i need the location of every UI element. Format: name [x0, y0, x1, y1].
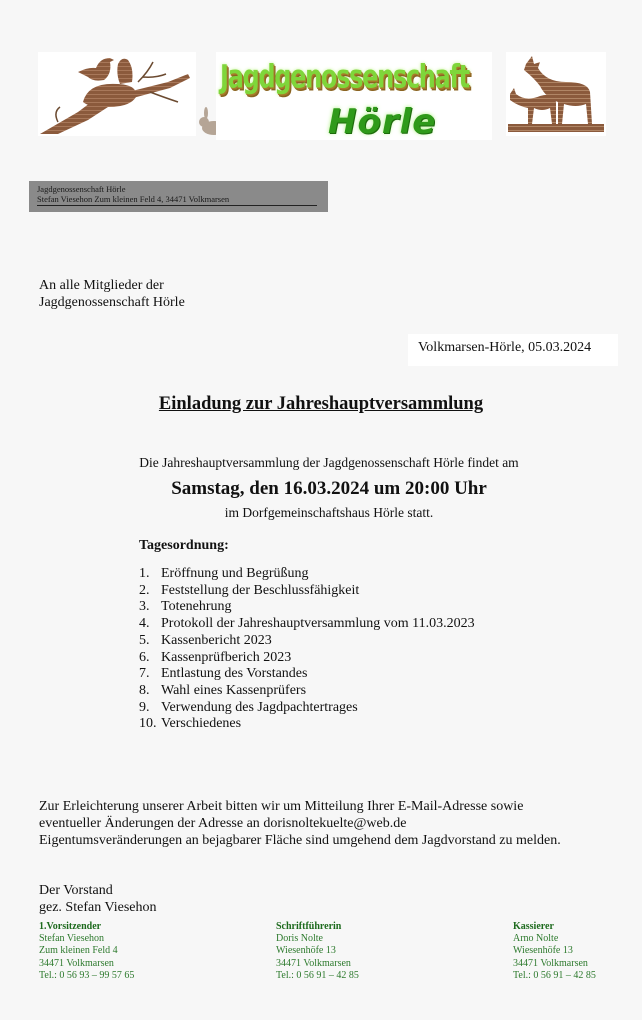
contact-street: Wiesenhöfe 13 [276, 945, 336, 957]
agenda-item-number: 7. [139, 666, 150, 682]
contact-chairman [39, 921, 134, 982]
letter-title: Einladung zur Jahreshauptversammlung [158, 394, 484, 414]
sender-address-box [29, 181, 328, 212]
contact-city: 34471 Volkmarsen [276, 957, 351, 969]
agenda-item-number: 3. [139, 599, 150, 615]
agenda-item-text: Verschiedenes [161, 716, 242, 732]
contact-secretary [276, 921, 359, 982]
agenda-item [139, 616, 475, 633]
agenda-item-text: Kassenbericht 2023 [161, 632, 272, 648]
agenda-item [139, 700, 475, 717]
agenda-item [139, 633, 475, 650]
meeting-datetime: Samstag, den 16.03.2024 um 20:00 Uhr [171, 478, 487, 499]
contact-role: 1.Vorsitzender [39, 921, 102, 932]
notice-line-1: Zur Erleichterung unserer Arbeit bitten wir um Mitteilung Ihrer E-Mail-Adresse sowie [39, 799, 524, 814]
agenda-item-text: Feststellung der Beschlussfähigkeit [161, 582, 360, 598]
sender-line-1: Jagdgenossenschaft Hörle [37, 184, 126, 194]
signoff-line-1: Der Vorstand [39, 883, 113, 898]
agenda-item-number: 10. [139, 716, 157, 732]
agenda-item-text: Totenehrung [161, 599, 232, 615]
deer-icon [506, 52, 606, 136]
agenda-list [139, 566, 475, 733]
contact-city: 34471 Volkmarsen [39, 957, 114, 969]
contact-treasurer [513, 921, 596, 982]
contact-street: Zum kleinen Feld 4 [39, 945, 118, 957]
deer-illustration [506, 52, 606, 136]
agenda-item-number: 6. [139, 649, 150, 665]
recipient-line-2: Jagdgenossenschaft Hörle [39, 295, 185, 310]
letterhead [38, 52, 608, 140]
agenda-item-number: 9. [139, 699, 150, 715]
meeting-location: im Dorfgemeinschaftshaus Hörle statt. [224, 505, 434, 520]
contact-phone: Tel.: 0 56 91 – 42 85 [276, 969, 359, 981]
contact-phone: Tel.: 0 56 93 – 99 57 65 [39, 969, 135, 981]
contact-phone: Tel.: 0 56 91 – 42 85 [513, 969, 596, 981]
notice-line-2 [39, 815, 629, 832]
agenda-item [139, 683, 475, 700]
contact-name: Arno Nolte [513, 933, 559, 945]
agenda-item [139, 583, 475, 600]
email-link[interactable]: dorisnoltekuelte@web.de [263, 816, 407, 831]
agenda-item-text: Eröffnung und Begrüßung [161, 566, 309, 581]
agenda-item-text: Entlastung des Vorstandes [161, 666, 308, 682]
agenda-item-text: Wahl eines Kassenprüfers [161, 682, 307, 698]
notice-line-2-text: eventueller Änderungen der Adresse an [39, 816, 264, 831]
contact-city: 34471 Volkmarsen [513, 957, 588, 969]
agenda-item-text: Kassenprüfberich 2023 [161, 649, 292, 665]
signoff [39, 882, 156, 916]
contact-role: Kassierer [513, 921, 554, 932]
agenda-heading: Tagesordnung: [139, 538, 229, 553]
recipient-address [39, 277, 185, 311]
notice-paragraph [39, 798, 629, 849]
contact-name: Doris Nolte [276, 933, 323, 945]
agenda-item-number: 5. [139, 632, 150, 648]
agenda-item [139, 666, 475, 683]
agenda-item-number: 2. [139, 582, 150, 598]
sender-line-2: Stefan Viesehon Zum kleinen Feld 4, 34471 Volkmarsen [37, 194, 317, 206]
agenda-item-number: 8. [139, 682, 150, 698]
logo-subtitle: Hörle [328, 102, 437, 142]
signoff-line-2: gez. Stefan Viesehon [39, 900, 157, 915]
contact-role: Schriftführerin [276, 921, 342, 932]
place-date: Volkmarsen-Hörle, 05.03.2024 [408, 334, 618, 366]
intro-text: Die Jahreshauptversammlung der Jagdgenossenschaft Hörle findet am [139, 455, 519, 470]
agenda-item [139, 716, 475, 733]
agenda-item-number: 1. [139, 566, 150, 581]
logo-title: Jagdgenossenschaft [220, 58, 469, 96]
agenda-item-text: Verwendung des Jagdpachtertrages [161, 699, 358, 715]
notice-line-3: Eigentumsveränderungen an bejagbarer Fläche sind umgehend dem Jagdvorstand zu melden. [39, 833, 561, 848]
agenda-item [139, 650, 475, 667]
agenda-item [139, 599, 475, 616]
bird-nest-illustration [38, 52, 196, 136]
bird-nest-icon [38, 52, 196, 136]
recipient-line-1: An alle Mitglieder der [39, 278, 164, 293]
contact-street: Wiesenhöfe 13 [513, 945, 573, 957]
contact-name: Stefan Viesehon [39, 933, 105, 945]
logo-wordmark [216, 52, 492, 140]
agenda-item-number: 4. [139, 616, 150, 632]
agenda-item [139, 566, 475, 583]
agenda-item-text: Protokoll der Jahreshauptversammlung vom 11.03.2023 [161, 616, 475, 632]
